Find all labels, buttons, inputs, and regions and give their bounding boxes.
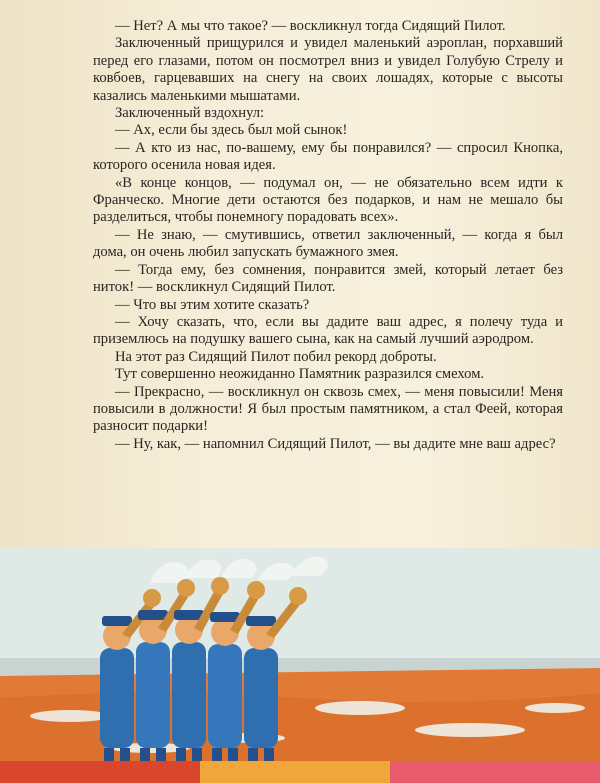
paragraph: — Что вы этим хотите сказать? bbox=[115, 296, 310, 313]
paragraph: — Ах, если бы здесь был мой сынок! bbox=[115, 122, 348, 139]
paragraph: — Прекрасно, — воскликнул он сквозь смех, — меня повысили! Меня повысили в должности! Я был простым памятником, а стал Феей, которая разносит подарки! bbox=[93, 383, 563, 435]
strip-segment bbox=[200, 761, 390, 783]
strip-segment bbox=[0, 761, 200, 783]
story-text bbox=[93, 18, 563, 453]
paragraph: — А кто из нас, по-вашему, ему бы понравился? — спросил Кнопка, которого осенила новая идея. bbox=[93, 139, 563, 174]
strip-segment bbox=[390, 761, 600, 783]
paragraph: Заключенный прищурился и увидел маленький аэроплан, порхавший перед его глазами, потом он посмотрел вниз и увидел Голубую Стрелу и ковбоев, гарцевавших на снегу на своих лошадях, которые с высоты казались маленькими мышатами. bbox=[93, 35, 563, 104]
paragraph: — Не знаю, — смутившись, ответил заключенный, — когда я был дома, он очень любил запускать бумажного змея. bbox=[93, 226, 563, 261]
paragraph: — Хочу сказать, что, если вы дадите ваш адрес, я полечу туда и приземлюсь на подушку вашего сына, как на самый лучший аэродром. bbox=[93, 313, 563, 348]
paragraph: На этот раз Сидящий Пилот побил рекорд доброты. bbox=[115, 348, 437, 365]
paragraph: «В конце концов, — подумал он, — не обязательно всем идти к Франческо. Многие дети остаются без подарков, и нам не мешало бы разделиться, чтобы понемногу порадовать всех». bbox=[93, 174, 563, 226]
paragraph: — Тогда ему, без сомнения, понравится змей, который летает без ниток! — воскликнул Сидящий Пилот. bbox=[93, 261, 563, 296]
paragraph: Заключенный вздохнул: bbox=[115, 105, 265, 122]
paragraph: — Ну, как, — напомнил Сидящий Пилот, — вы дадите мне ваш адрес? bbox=[115, 435, 556, 452]
paragraph: — Нет? А мы что такое? — воскликнул тогда Сидящий Пилот. bbox=[115, 18, 506, 34]
bottom-color-strip bbox=[0, 761, 600, 783]
paragraph: Тут совершенно неожиданно Памятник разразился смехом. bbox=[115, 366, 485, 383]
trumpeters-illustration bbox=[0, 548, 600, 761]
